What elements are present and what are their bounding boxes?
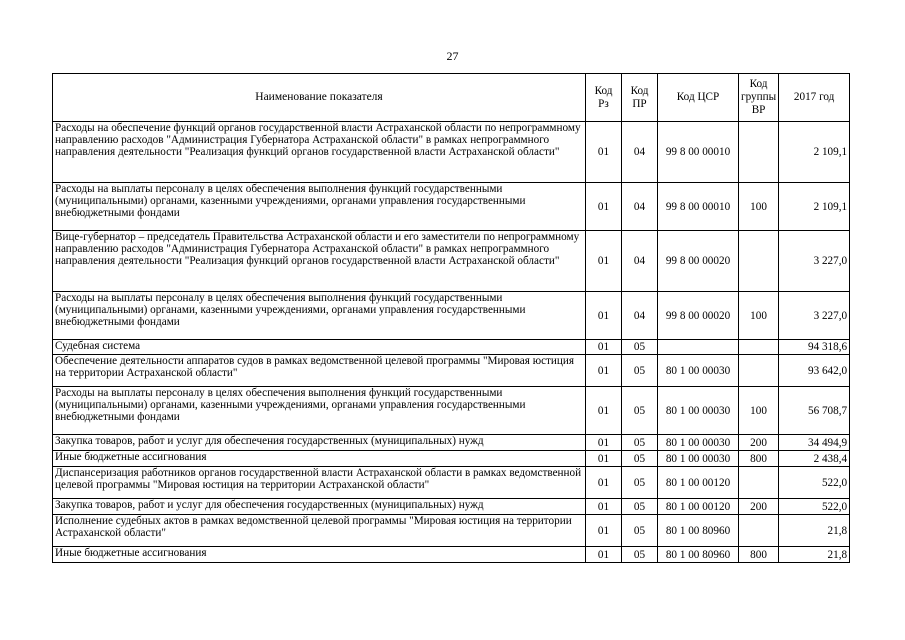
table-row bbox=[53, 183, 850, 231]
row-vr-cell bbox=[739, 355, 779, 387]
row-name-cell: Закупка товаров, работ и услуг для обеспечения государственных (муниципальных) нужд bbox=[53, 499, 586, 515]
row-rz-cell: 01 bbox=[586, 467, 622, 499]
row-vr-cell bbox=[739, 231, 779, 292]
row-amount-cell: 94 318,6 bbox=[779, 340, 850, 355]
row-pr-cell: 05 bbox=[622, 355, 658, 387]
row-pr-cell: 04 bbox=[622, 183, 658, 231]
row-name-cell: Расходы на обеспечение функций органов государственной власти Астраханской области по непрограммному направлению расходов "Администрация Губернатора Астраханской области" в рамках непрограммного направления деятельности "Реализация функций органов государственной власти Астраханской области" bbox=[53, 122, 586, 183]
row-rz-cell: 01 bbox=[586, 231, 622, 292]
row-vr-cell: 100 bbox=[739, 183, 779, 231]
table-row bbox=[53, 515, 850, 547]
row-amount-cell: 2 438,4 bbox=[779, 451, 850, 467]
row-csr-cell: 80 1 00 00120 bbox=[658, 499, 739, 515]
budget-table bbox=[52, 73, 850, 563]
row-csr-cell bbox=[658, 340, 739, 355]
row-amount-cell: 93 642,0 bbox=[779, 355, 850, 387]
row-vr-cell bbox=[739, 122, 779, 183]
row-name-cell: Закупка товаров, работ и услуг для обеспечения государственных (муниципальных) нужд bbox=[53, 435, 586, 451]
table-row bbox=[53, 292, 850, 340]
header-vr: Код группы ВР bbox=[739, 74, 779, 122]
row-pr-cell: 04 bbox=[622, 122, 658, 183]
row-name-cell: Диспансеризация работников органов государственной власти Астраханской области в рамках ведомственной целевой программы "Мировая юстиция на территории Астраханской области" bbox=[53, 467, 586, 499]
table-row bbox=[53, 499, 850, 515]
row-pr-cell: 05 bbox=[622, 467, 658, 499]
row-vr-cell bbox=[739, 340, 779, 355]
row-rz-cell: 01 bbox=[586, 387, 622, 435]
table-row bbox=[53, 340, 850, 355]
row-amount-cell: 3 227,0 bbox=[779, 292, 850, 340]
row-pr-cell: 05 bbox=[622, 387, 658, 435]
row-pr-cell: 04 bbox=[622, 292, 658, 340]
row-csr-cell: 80 1 00 80960 bbox=[658, 547, 739, 563]
row-amount-cell: 3 227,0 bbox=[779, 231, 850, 292]
row-vr-cell bbox=[739, 515, 779, 547]
row-csr-cell: 80 1 00 00030 bbox=[658, 451, 739, 467]
row-name-cell: Обеспечение деятельности аппаратов судов в рамках ведомственной целевой программы "Мировая юстиция на территории Астраханской области" bbox=[53, 355, 586, 387]
row-rz-cell: 01 bbox=[586, 435, 622, 451]
table-row bbox=[53, 355, 850, 387]
row-vr-cell bbox=[739, 467, 779, 499]
row-vr-cell: 200 bbox=[739, 499, 779, 515]
row-vr-cell: 800 bbox=[739, 547, 779, 563]
table-row bbox=[53, 547, 850, 563]
row-csr-cell: 99 8 00 00020 bbox=[658, 231, 739, 292]
row-vr-cell: 800 bbox=[739, 451, 779, 467]
table-header-row bbox=[53, 74, 850, 122]
row-amount-cell: 2 109,1 bbox=[779, 183, 850, 231]
row-csr-cell: 99 8 00 00010 bbox=[658, 122, 739, 183]
row-name-cell: Судебная система bbox=[53, 340, 586, 355]
row-pr-cell: 05 bbox=[622, 499, 658, 515]
page-number: 27 bbox=[446, 49, 459, 63]
row-rz-cell: 01 bbox=[586, 292, 622, 340]
row-amount-cell: 2 109,1 bbox=[779, 122, 850, 183]
row-name-cell: Расходы на выплаты персоналу в целях обеспечения выполнения функций государственными (муниципальными) органами, казенными учреждениями, органами управления государственными внебюджетными фондами bbox=[53, 183, 586, 231]
row-pr-cell: 05 bbox=[622, 547, 658, 563]
row-vr-cell: 200 bbox=[739, 435, 779, 451]
row-csr-cell: 80 1 00 00030 bbox=[658, 355, 739, 387]
row-rz-cell: 01 bbox=[586, 340, 622, 355]
header-rz: Код Рз bbox=[586, 74, 622, 122]
row-name-cell: Расходы на выплаты персоналу в целях обеспечения выполнения функций государственными (муниципальными) органами, казенными учреждениями, органами управления государственными внебюджетными фондами bbox=[53, 387, 586, 435]
row-rz-cell: 01 bbox=[586, 183, 622, 231]
row-amount-cell: 522,0 bbox=[779, 499, 850, 515]
row-amount-cell: 21,8 bbox=[779, 547, 850, 563]
row-rz-cell: 01 bbox=[586, 499, 622, 515]
header-name: Наименование показателя bbox=[53, 74, 586, 122]
row-pr-cell: 05 bbox=[622, 515, 658, 547]
row-rz-cell: 01 bbox=[586, 355, 622, 387]
row-csr-cell: 99 8 00 00010 bbox=[658, 183, 739, 231]
row-rz-cell: 01 bbox=[586, 122, 622, 183]
table-row bbox=[53, 387, 850, 435]
row-pr-cell: 05 bbox=[622, 451, 658, 467]
row-vr-cell: 100 bbox=[739, 387, 779, 435]
row-amount-cell: 522,0 bbox=[779, 467, 850, 499]
row-name-cell: Расходы на выплаты персоналу в целях обеспечения выполнения функций государственными (муниципальными) органами, казенными учреждениями, органами управления государственными внебюджетными фондами bbox=[53, 292, 586, 340]
table-row bbox=[53, 467, 850, 499]
header-pr: Код ПР bbox=[622, 74, 658, 122]
row-name-cell: Иные бюджетные ассигнования bbox=[53, 547, 586, 563]
header-csr: Код ЦСР bbox=[658, 74, 739, 122]
row-rz-cell: 01 bbox=[586, 547, 622, 563]
table-row bbox=[53, 122, 850, 183]
row-amount-cell: 21,8 bbox=[779, 515, 850, 547]
row-csr-cell: 80 1 00 00030 bbox=[658, 435, 739, 451]
header-year: 2017 год bbox=[779, 74, 850, 122]
row-pr-cell: 04 bbox=[622, 231, 658, 292]
row-csr-cell: 80 1 00 80960 bbox=[658, 515, 739, 547]
row-amount-cell: 34 494,9 bbox=[779, 435, 850, 451]
row-pr-cell: 05 bbox=[622, 435, 658, 451]
row-pr-cell: 05 bbox=[622, 340, 658, 355]
table-row bbox=[53, 451, 850, 467]
row-name-cell: Иные бюджетные ассигнования bbox=[53, 451, 586, 467]
row-name-cell: Вице-губернатор – председатель Правительства Астраханской области и его заместители по непрограммному направлению расходов "Администрация Губернатора Астраханской области" в рамках непрограммного направления деятельности "Реализация функций органов государственной власти Астраханской области" bbox=[53, 231, 586, 292]
budget-table-container bbox=[52, 73, 850, 563]
row-amount-cell: 56 708,7 bbox=[779, 387, 850, 435]
row-vr-cell: 100 bbox=[739, 292, 779, 340]
row-csr-cell: 80 1 00 00030 bbox=[658, 387, 739, 435]
row-name-cell: Исполнение судебных актов в рамках ведомственной целевой программы "Мировая юстиция на территории Астраханской области" bbox=[53, 515, 586, 547]
row-rz-cell: 01 bbox=[586, 515, 622, 547]
row-csr-cell: 80 1 00 00120 bbox=[658, 467, 739, 499]
row-rz-cell: 01 bbox=[586, 451, 622, 467]
row-csr-cell: 99 8 00 00020 bbox=[658, 292, 739, 340]
table-row bbox=[53, 231, 850, 292]
table-row bbox=[53, 435, 850, 451]
